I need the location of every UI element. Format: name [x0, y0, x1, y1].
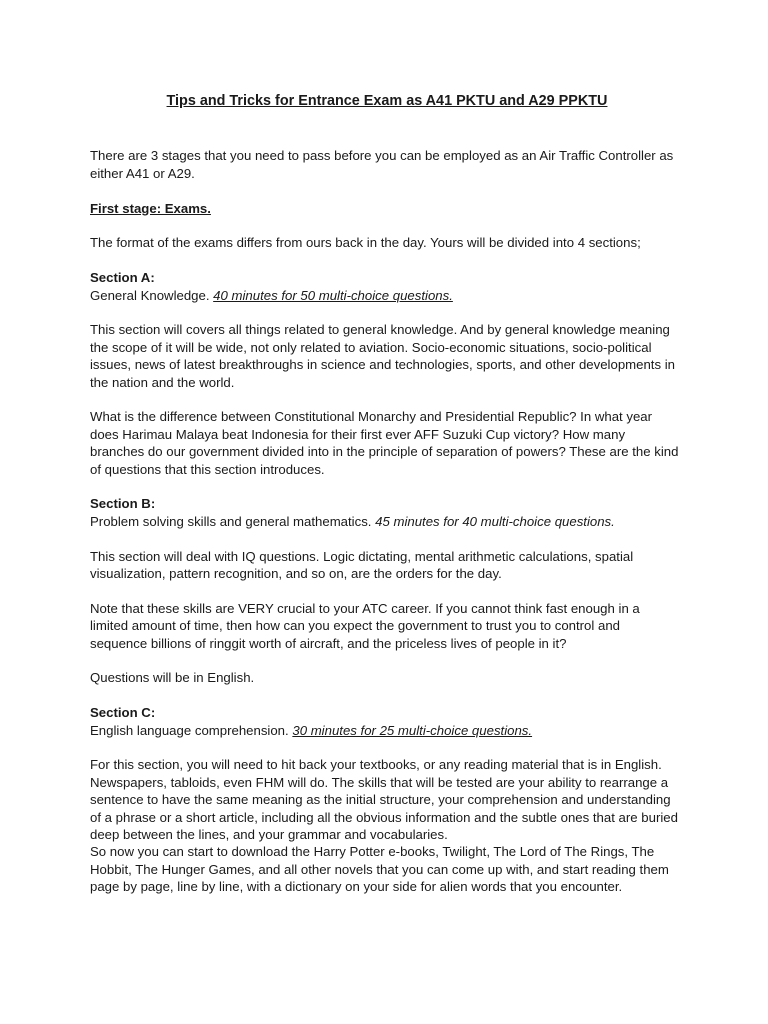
intro-paragraph: There are 3 stages that you need to pass before you can be employed as an Air Traffic Controller as either A41 or A29.	[90, 148, 674, 181]
section-c-heading: Section C:	[90, 705, 156, 721]
section-b-desc: Problem solving skills and general mathematics.	[90, 513, 376, 529]
section-c-description	[90, 722, 680, 739]
section-a	[90, 269, 680, 478]
section-c-paragraph-1: For this section, you will need to hit back your textbooks, or any reading material that is in English. Newspapers, tabloids, even FHM will do. The skills that will be tested are your ability to rearrange a sentence to have the same meaning as the initial structure, your comprehension and understanding of a phrase or a short article, including all the obvious information and the subtle ones that are buried deep between the lines, and your grammar and vocabularies.	[90, 757, 678, 843]
section-c-timing: 30 minutes for 25 multi-choice questions.	[292, 722, 533, 738]
section-b-paragraph-3: Questions will be in English.	[90, 670, 255, 686]
section-b-timing: 45 minutes for 40 multi-choice questions.	[375, 513, 615, 529]
section-a-paragraph-1: This section will covers all things related to general knowledge. And by general knowledge meaning the scope of it will be wide, not only related to aviation. Socio-economic situations, socio-political issues, news of latest breakthroughs in science and technologies, sports, and other developments in the nation and the world.	[90, 322, 675, 390]
format-paragraph: The format of the exams differs from ours back in the day. Yours will be divided into 4 sections;	[90, 235, 641, 251]
section-c-desc: English language comprehension.	[90, 722, 293, 738]
section-a-timing: 40 minutes for 50 multi-choice questions.	[213, 287, 453, 303]
section-b	[90, 495, 680, 686]
section-b-description	[90, 513, 680, 530]
section-a-heading: Section A:	[90, 270, 155, 286]
section-c-paragraph-2: So now you can start to download the Harry Potter e-books, Twilight, The Lord of The Rings, The Hobbit, The Hunger Games, and all other novels that you can come up with, and start reading them page by page, line by line, with a dictionary on your side for alien words that you encounter.	[90, 844, 669, 895]
document-title: Tips and Tricks for Entrance Exam as A41 PKTU and A29 PPKTU	[166, 93, 608, 109]
section-b-paragraph-2: Note that these skills are VERY crucial to your ATC career. If you cannot think fast enough in a limited amount of time, then how can you expect the government to trust you to control and sequence billions of ringgit worth of aircraft, and the priceless lives of people in it?	[90, 600, 640, 651]
section-b-heading: Section B:	[90, 496, 156, 512]
section-a-desc: General Knowledge.	[90, 287, 214, 303]
section-a-description	[90, 287, 680, 304]
stage-heading: First stage: Exams.	[90, 200, 211, 216]
section-a-paragraph-2: What is the difference between Constitutional Monarchy and Presidential Republic? In what year does Harimau Malaya beat Indonesia for their first ever AFF Suzuki Cup victory? How many branches do our government divided into in the principle of separation of powers? These are the kind of questions that this section introduces.	[90, 409, 679, 477]
section-c	[90, 704, 680, 895]
section-b-paragraph-1: This section will deal with IQ questions. Logic dictating, mental arithmetic calculations, spatial visualization, pattern recognition, and so on, are the orders for the day.	[90, 548, 634, 582]
